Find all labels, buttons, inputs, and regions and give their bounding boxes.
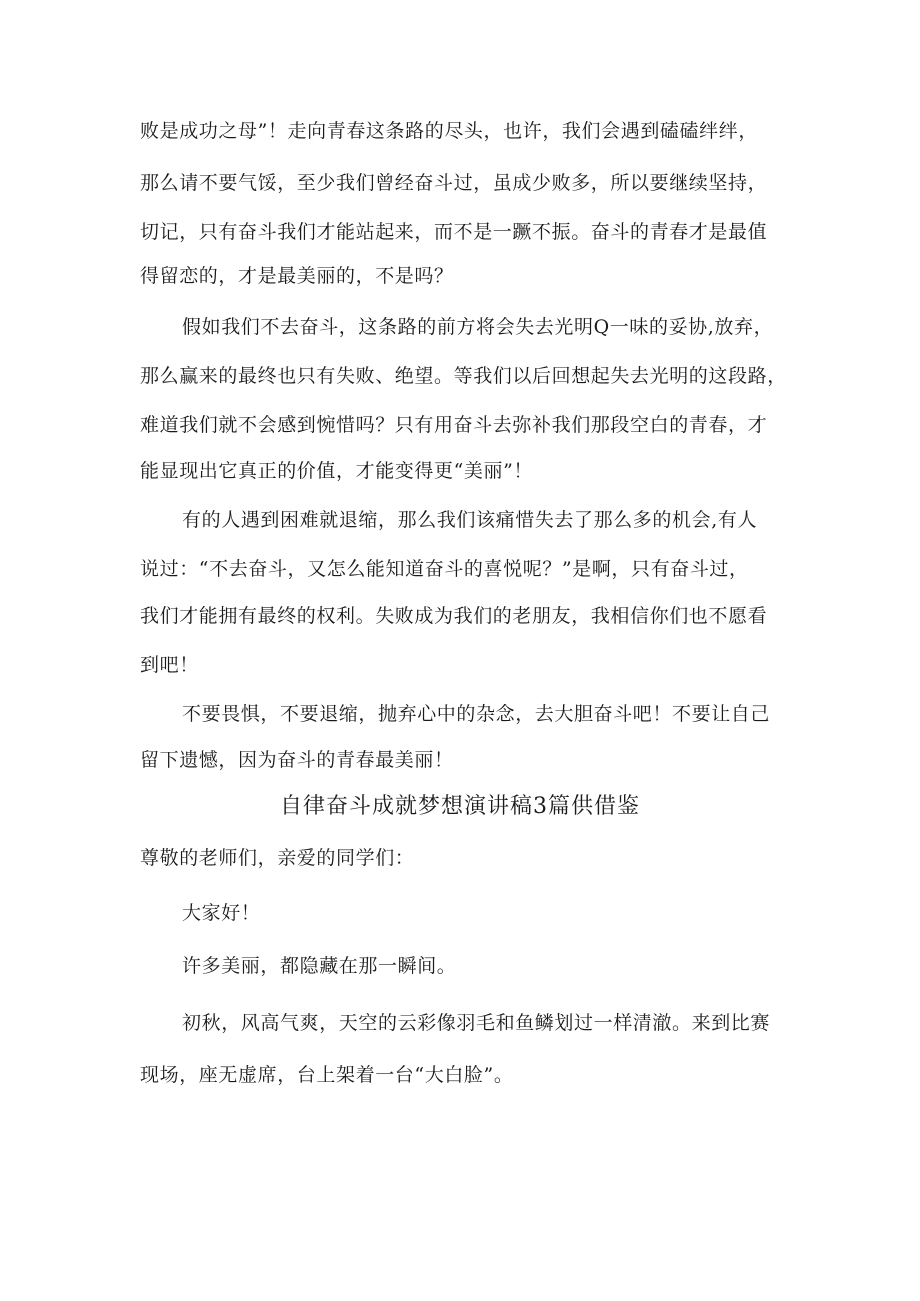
paragraph-3-line-2: 说过：“不去奋斗，又怎么能知道奋斗的喜悦呢？”是啊，只有奋斗过，	[140, 558, 749, 580]
paragraph-2-line-3: 难道我们就不会感到惋惜吗？只有用奋斗去弥补我们那段空白的青春，才	[140, 414, 768, 436]
paragraph-3-line-1: 有的人遇到困难就退缩，那么我们该痛惜失去了那么多的机会,有人	[182, 509, 758, 531]
speech-paragraph-2-line-2: 现场，座无虚席，台上架着一台“大白脸”。	[140, 1064, 514, 1086]
speech-paragraph-2-line-1: 初秋，风高气爽，天空的云彩像羽毛和鱼鳞划过一样清澈。来到比赛	[182, 1012, 771, 1034]
paragraph-1-line-3: 切记，只有奋斗我们才能站起来，而不是一蹶不振。奋斗的青春才是最值	[140, 221, 768, 243]
paragraph-2-line-2: 那么赢来的最终也只有失败、绝望。等我们以后回想起失去光明的这段路，	[140, 365, 787, 387]
speech-paragraph-1-line-1: 许多美丽，都隐藏在那一瞬间。	[182, 955, 457, 977]
paragraph-1-line-1: 败是成功之母”！走向青春这条路的尽头，也许，我们会遇到磕磕绊绊，	[140, 120, 758, 142]
paragraph-4-line-2: 留下遗憾，因为奋斗的青春最美丽！	[140, 749, 454, 771]
paragraph-2-line-1: 假如我们不去奋斗，这条路的前方将会失去光明Q一味的妥协,放弃，	[182, 316, 774, 338]
greeting: 大家好！	[182, 902, 261, 924]
paragraph-1-line-4: 得留恋的，才是最美丽的，不是吗？	[140, 265, 454, 287]
paragraph-2-line-4: 能显现出它真正的价值，才能变得更“美丽”！	[140, 460, 534, 482]
paragraph-3-line-3: 我们才能拥有最终的权利。失败成为我们的老朋友，我相信你们也不愿看	[140, 605, 768, 627]
paragraph-3-line-4: 到吧！	[140, 654, 199, 676]
paragraph-4-line-1: 不要畏惧，不要退缩，抛弃心中的杂念，去大胆奋斗吧！不要让自己	[182, 703, 771, 725]
paragraph-1-line-2: 那么请不要气馁，至少我们曾经奋斗过，虽成少败多，所以要继续坚持，	[140, 172, 768, 194]
section-title: 自律奋斗成就梦想演讲稿3篇供借鉴	[280, 794, 640, 819]
salutation: 尊敬的老师们，亲爱的同学们：	[140, 847, 415, 869]
